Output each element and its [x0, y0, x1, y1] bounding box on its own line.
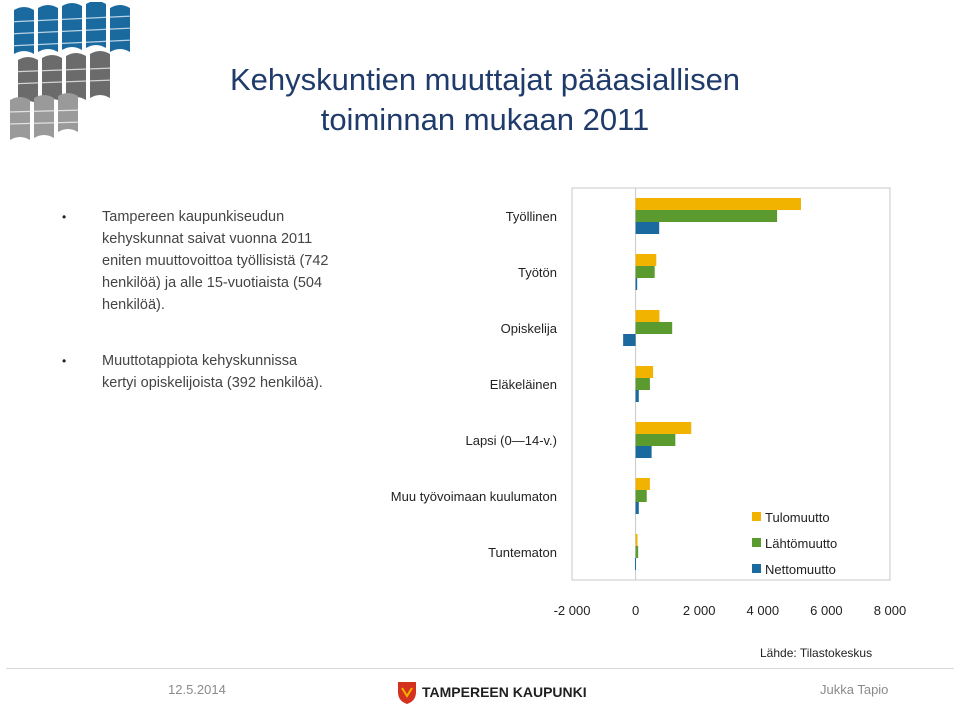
- bullet-dot-icon: •: [62, 210, 67, 224]
- title-line-2: toiminnan mukaan 2011: [320, 102, 650, 137]
- bullet-dot-icon: •: [62, 354, 67, 368]
- bar-lähtömuutto-0: [636, 210, 778, 222]
- bar-tulomuutto-1: [636, 254, 657, 266]
- bar-nettomuutto-6: [635, 558, 636, 570]
- title-line-1: Kehyskuntien muuttajat pääasiallisen: [229, 62, 741, 97]
- bar-lähtömuutto-5: [636, 490, 647, 502]
- bar-nettomuutto-3: [636, 390, 639, 402]
- x-tick-label: 2 000: [682, 603, 716, 618]
- legend-label: Lähtömuutto: [765, 536, 838, 551]
- bar-tulomuutto-3: [636, 366, 653, 378]
- tampere-city-logo: [396, 680, 586, 704]
- legend-label: Nettomuutto: [765, 562, 836, 577]
- footer-divider: [6, 668, 954, 669]
- x-tick-label: 8 000: [873, 603, 907, 618]
- bar-nettomuutto-4: [636, 446, 652, 458]
- bar-lähtömuutto-1: [636, 266, 655, 278]
- bullet-text: Tampereen kaupunkiseudun kehyskunnat saivat vuonna 2011 eniten muuttovoittoa työllisistä (742 henkilöä) ja alle 15-vuotiaista (504 henkilöä).: [102, 209, 329, 313]
- bar-lähtömuutto-4: [636, 434, 676, 446]
- footer-author: Jukka Tapio: [820, 682, 889, 697]
- bar-tulomuutto-0: [636, 198, 801, 210]
- legend-label: Tulomuutto: [765, 510, 830, 525]
- category-label: Työllinen: [505, 209, 557, 224]
- legend-swatch: [752, 512, 761, 521]
- bar-nettomuutto-2: [623, 334, 635, 346]
- bar-nettomuutto-0: [636, 222, 660, 234]
- bar-tulomuutto-2: [636, 310, 660, 322]
- legend-swatch: [752, 564, 761, 573]
- bar-nettomuutto-5: [636, 502, 639, 514]
- category-label: Työtön: [517, 265, 557, 280]
- bar-nettomuutto-1: [636, 278, 638, 290]
- x-tick-label: -2 000: [553, 603, 591, 618]
- x-tick-label: 0: [631, 603, 640, 618]
- x-tick-label: 4 000: [746, 603, 780, 618]
- bullet-text: Muuttotappiota kehyskunnissa kertyi opiskelijoista (392 henkilöä).: [102, 353, 323, 391]
- x-tick-label: 6 000: [810, 603, 843, 618]
- bar-tulomuutto-6: [636, 534, 638, 546]
- category-label: Eläkeläinen: [489, 377, 557, 392]
- bar-lähtömuutto-2: [636, 322, 673, 334]
- coat-of-arms-icon: [398, 682, 416, 704]
- bar-lähtömuutto-6: [636, 546, 639, 558]
- category-label: Tuntematon: [488, 545, 557, 560]
- footer-date: 12.5.2014: [168, 682, 226, 697]
- footer-org-text: TAMPEREEN KAUPUNKI: [422, 684, 586, 700]
- category-label: Lapsi (0—14-v.): [465, 433, 557, 448]
- category-label: Muu työvoimaan kuulumaton: [390, 489, 557, 504]
- source-note: Lähde: Tilastokeskus: [760, 646, 873, 660]
- plot-area: [572, 188, 890, 580]
- legend-swatch: [752, 538, 761, 547]
- category-label: Opiskelija: [500, 321, 557, 336]
- bar-tulomuutto-4: [636, 422, 692, 434]
- bar-lähtömuutto-3: [636, 378, 650, 390]
- bar-tulomuutto-5: [636, 478, 650, 490]
